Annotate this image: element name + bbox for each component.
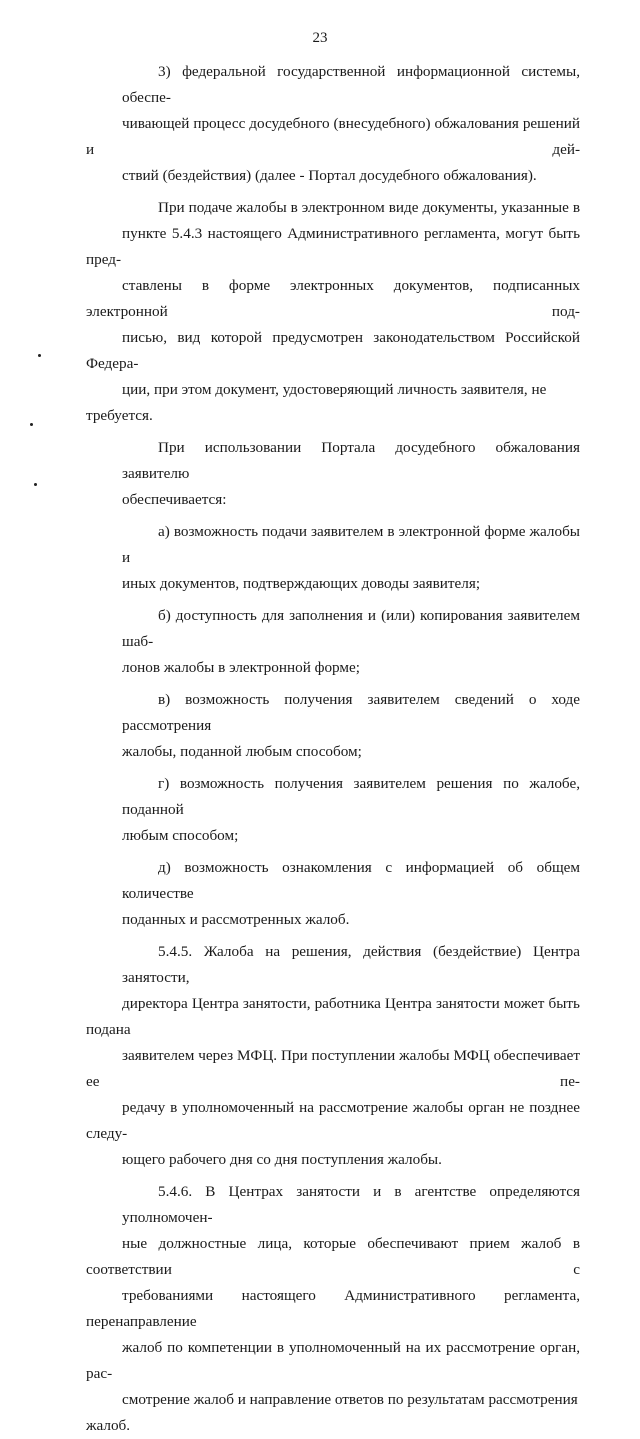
text-line: При использовании Портала досудебного обжалования заявителю xyxy=(122,439,580,482)
list-item-g xyxy=(86,771,580,849)
list-item-v xyxy=(86,687,580,765)
text-line: ставлены в форме электронных документов, подписанных электронной под- xyxy=(86,277,580,320)
text-line: требованиями настоящего Административного регламента, перенаправление xyxy=(86,1287,580,1330)
text-line: обеспечивается: xyxy=(122,491,227,508)
text-line: поданных и рассмотренных жалоб. xyxy=(122,911,350,928)
text-line: При подаче жалобы в электронном виде документы, указанные в xyxy=(158,199,580,216)
text-line: ющего рабочего дня со дня поступления жалобы. xyxy=(122,1151,442,1168)
list-item-b xyxy=(86,603,580,681)
text-line: редачу в уполномоченный на рассмотрение жалобы орган не позднее следу- xyxy=(86,1099,580,1142)
text-line: лонов жалобы в электронной форме; xyxy=(122,659,360,676)
text-line: ствий (бездействия) (далее - Портал досудебного обжалования). xyxy=(122,167,537,184)
list-item-a xyxy=(86,519,580,597)
text-line: ции, при этом документ, удостоверяющий личность заявителя, не требуется. xyxy=(86,381,547,424)
paragraph-portal-item-3 xyxy=(86,59,580,189)
text-line: б) доступность для заполнения и (или) копирования заявителем шаб- xyxy=(122,607,580,650)
text-line: д) возможность ознакомления с информацией об общем количестве xyxy=(122,859,580,902)
paragraph-portal-provides xyxy=(86,435,580,513)
paragraph-5-4-5 xyxy=(86,939,580,1173)
text-line: 5.4.5. Жалоба на решения, действия (бездействие) Центра занятости, xyxy=(122,943,580,986)
text-line: жалоб по компетенции в уполномоченный на их рассмотрение орган, рас- xyxy=(86,1339,580,1382)
paragraph-5-4-6 xyxy=(86,1179,580,1439)
scan-mark xyxy=(34,483,37,486)
text-line: писью, вид которой предусмотрен законодательством Российской Федера- xyxy=(86,329,580,372)
text-line: г) возможность получения заявителем решения по жалобе, поданной xyxy=(122,775,580,818)
scan-mark xyxy=(38,354,41,357)
text-line: в) возможность получения заявителем сведений о ходе рассмотрения xyxy=(122,691,580,734)
document-body xyxy=(86,59,580,1439)
text-line: любым способом; xyxy=(122,827,239,844)
text-line: 3) федеральной государственной информационной системы, обеспе- xyxy=(122,63,580,106)
text-line: 5.4.6. В Центрах занятости и в агентстве определяются уполномочен- xyxy=(122,1183,580,1226)
text-line: а) возможность подачи заявителем в электронной форме жалобы и xyxy=(122,523,580,566)
text-line: чивающей процесс досудебного (внесудебного) обжалования решений и дей- xyxy=(86,115,580,158)
text-line: смотрение жалоб и направление ответов по результатам рассмотрения жалоб. xyxy=(86,1391,578,1434)
text-line: жалобы, поданной любым способом; xyxy=(122,743,362,760)
text-line: ные должностные лица, которые обеспечивают прием жалоб в соответствии с xyxy=(86,1235,580,1278)
text-line: заявителем через МФЦ. При поступлении жалобы МФЦ обеспечивает ее пе- xyxy=(86,1047,580,1090)
paragraph-electronic-submission xyxy=(86,195,580,429)
page-number: 23 xyxy=(312,30,328,46)
list-item-d xyxy=(86,855,580,933)
text-line: пункте 5.4.3 настоящего Административного регламента, могут быть пред- xyxy=(86,225,580,268)
text-line: директора Центра занятости, работника Центра занятости может быть подана xyxy=(86,995,580,1038)
text-line: иных документов, подтверждающих доводы заявителя; xyxy=(122,575,481,592)
scan-mark xyxy=(30,423,33,426)
